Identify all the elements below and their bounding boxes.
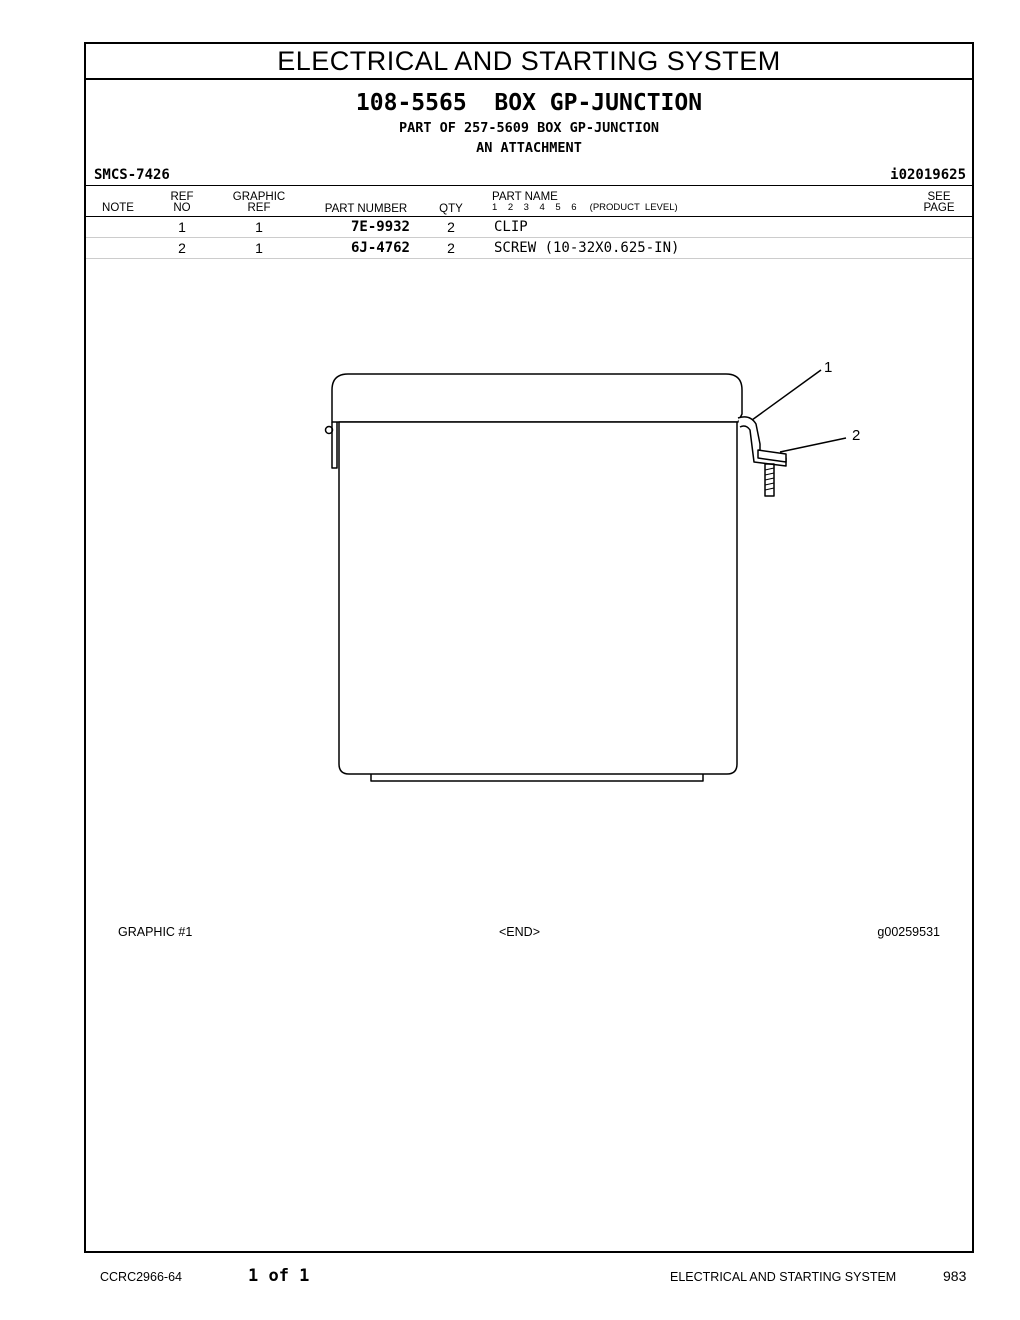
part-number: 6J-4762 [350,240,410,256]
parts-illustration [86,44,972,944]
graphic-ref: 1 [255,240,263,256]
col-note: NOTE [102,202,134,214]
col-ref-bottom: NO [173,202,191,214]
footer-section: ELECTRICAL AND STARTING SYSTEM [670,1270,897,1284]
document-id: i02019625 [890,167,966,183]
graphic-id: g00259531 [877,925,940,939]
leader-line-1 [752,370,821,420]
ref-no: 1 [178,219,186,235]
qty: 2 [447,240,455,256]
smcs-code: SMCS-7426 [94,167,170,183]
col-graphic-top: GRAPHIC [232,191,286,203]
col-qty: QTY [439,203,463,215]
col-part-number: PART NUMBER [324,203,408,215]
leader-line-2 [780,438,846,452]
page-frame [84,42,974,1253]
footer-page-number: 983 [943,1268,967,1284]
footer-doc-code: CCRC2966-64 [100,1270,182,1284]
footer-page-of: 1 of 1 [248,1266,310,1286]
section-title: ELECTRICAL AND STARTING SYSTEM [86,44,972,80]
end-marker: <END> [499,925,540,939]
callout-1: 1 [824,359,833,376]
part-number: 7E-9932 [350,219,410,235]
group-title: 108-5565 BOX GP-JUNCTION [355,90,703,116]
box-base [371,774,703,781]
part-name: CLIP [494,219,528,235]
part-name: SCREW (10-32X0.625-IN) [494,240,680,256]
graphic-ref: 1 [255,219,263,235]
box-lid [332,374,742,422]
attachment-line: AN ATTACHMENT [476,140,582,156]
col-product-level: 1 2 3 4 5 6 (PRODUCT LEVEL) [492,202,678,213]
ref-no: 2 [178,240,186,256]
qty: 2 [447,219,455,235]
part-of-line: PART OF 257-5609 BOX GP-JUNCTION [398,120,660,136]
col-ref-top: REF [170,191,194,203]
col-graphic-bottom: REF [247,202,271,214]
col-see-bottom: PAGE [923,202,955,214]
callout-2: 2 [852,427,861,444]
col-see-top: SEE [927,191,951,203]
graphic-label: GRAPHIC #1 [118,925,193,939]
box-body [339,422,737,774]
col-part-name: PART NAME [492,191,558,203]
